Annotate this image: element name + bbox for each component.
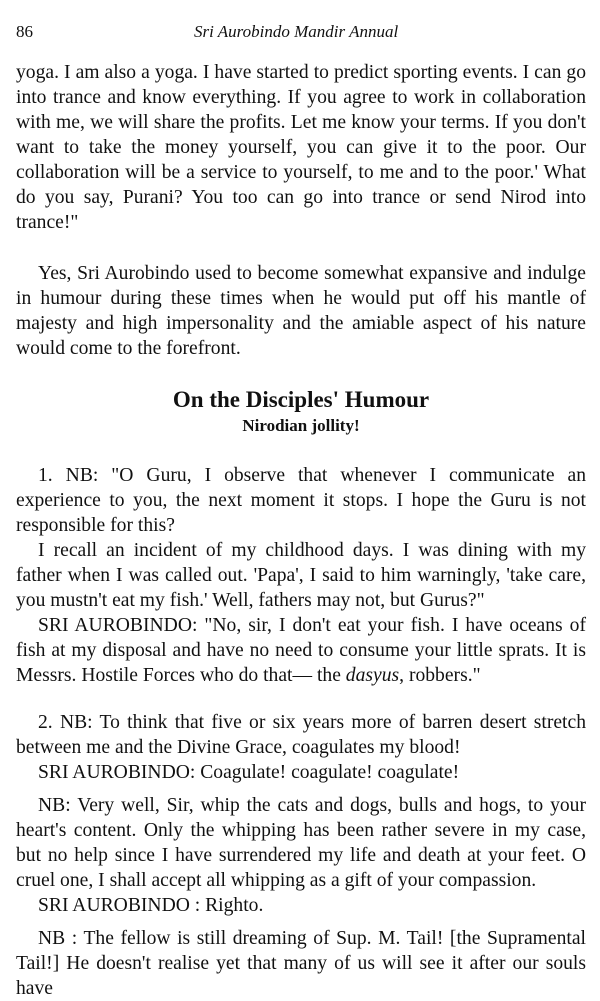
- running-title: Sri Aurobindo Mandir Annual: [194, 22, 399, 41]
- page-header: [16, 20, 586, 44]
- paragraph: 1. NB: "O Guru, I observe that whenever I communicate an experience to you, the next moment it stops. I hope the Guru is not responsible for this?: [16, 465, 586, 536]
- paragraph: I recall an incident of my childhood days. I was dining with my father when I was called out. 'Papa', I said to him warningly, 'take care, you mustn't eat my fish.' Well, fathers may not, but Gurus?": [16, 540, 586, 611]
- paragraph: NB: Very well, Sir, whip the cats and dogs, bulls and hogs, to your heart's content. Only the whipping has been rather severe in my case, but no help since I have surrendered my life and death at your feet. O cruel one, I shall accept all whipping as a gift of your compassion.: [16, 795, 586, 891]
- text-span: SRI AUROBINDO: "No, sir, I don't eat your fish. I have oceans of fish at my disposal and have no need to consume your little sprats. It is Messrs. Hostile Forces who do that— the: [16, 615, 586, 686]
- paragraph: Yes, Sri Aurobindo used to become somewhat expansive and indulge in humour during these times when he would put off his mantle of majesty and high impersonality and the amiable aspect of his nature would come to the forefront.: [16, 263, 586, 359]
- section-heading: On the Disciples' Humour: [172, 387, 430, 412]
- text-span: , robbers.": [399, 665, 481, 686]
- page-number: 86: [16, 22, 33, 41]
- paragraph: SRI AUROBINDO: Coagulate! coagulate! coagulate!: [38, 762, 460, 783]
- paragraph: SRI AUROBINDO : Righto.: [38, 895, 264, 916]
- page-body: [16, 60, 586, 1001]
- paragraph: yoga. I am also a yoga. I have started to predict sporting events. I can go into trance and know everything. If you agree to work in collaboration with me, we will share the profits. Let me know your terms. If you don't want to take the money yourself, you can give it to the poor. Our collaboration will be a service to yourself, to me and to the poor.' What do you say, Purani? You too can go into trance or send Nirod into trance!": [16, 62, 586, 233]
- paragraph: 2. NB: To think that five or six years more of barren desert stretch between me and the Divine Grace, coagulates my blood!: [16, 712, 586, 758]
- section-subheading: Nirodian jollity!: [242, 416, 360, 435]
- paragraph: [16, 613, 586, 688]
- paragraph: NB : The fellow is still dreaming of Sup. M. Tail! [the Supramental Tail!] He doesn't realise yet that many of us will see it after our souls have: [16, 928, 586, 999]
- italic-term: dasyus: [345, 665, 400, 686]
